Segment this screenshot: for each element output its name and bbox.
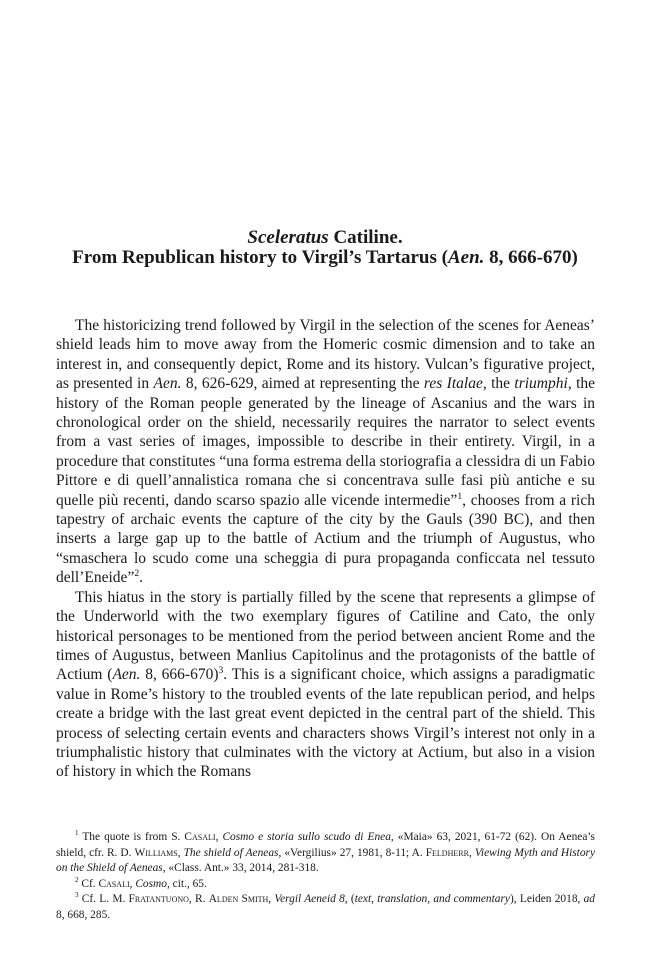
text-run: , xyxy=(129,877,136,890)
footnote-3 xyxy=(56,892,595,923)
work-title: text, translation, and commentary xyxy=(354,893,510,906)
text-run: , «Vergilius» 27, 1981, 8-11; A. xyxy=(278,846,426,859)
italic-run: ad xyxy=(583,893,595,906)
text-run: . xyxy=(139,569,143,587)
text-run: , ( xyxy=(344,893,355,906)
subtitle-part: 8, 666-670) xyxy=(484,247,578,268)
paragraph-2 xyxy=(56,588,595,782)
author-name: Casali xyxy=(184,831,216,843)
work-title: Viewing Myth and History on the Shield of Aeneas xyxy=(56,846,596,875)
text-run: , xyxy=(268,893,275,906)
text-run: , «Class. Ant.» 33, 2014, 281-318. xyxy=(162,862,319,875)
footnotes xyxy=(56,830,595,924)
text-run: , xyxy=(215,831,223,843)
text-run: , R. xyxy=(188,893,209,906)
text-run: Cf. L. M. xyxy=(78,893,129,906)
text-run: . This is a significant choice, which assigns a paradigmatic value in Rome’s history to the troubled events of the late republican period, and helps create a bridge with the last great event depicted in the central part of the shield. This process of selecting certain events and characters shows Virgil’s interest not only in a triumphalistic history that culminates with the victory at Actium, but also in a vision of history in which the Romans xyxy=(56,666,595,781)
footnote-ref[interactable]: 3 xyxy=(218,665,224,677)
title-rest: Catiline. xyxy=(328,227,403,248)
text-run: ), Leiden 2018, xyxy=(509,893,584,906)
body-text xyxy=(56,316,595,782)
footnote-number: 3 xyxy=(75,891,79,900)
author-name: Williams xyxy=(134,846,178,859)
text-run: 8, 626-629, aimed at representing the xyxy=(181,375,424,393)
italic-run: res Italae xyxy=(423,375,483,393)
footnote-2 xyxy=(56,877,595,893)
paragraph-1 xyxy=(56,316,595,588)
text-run: , cit., 65. xyxy=(166,877,207,890)
text-run: , «Maia» 63, 2021, 61-72 (62). On Aenea’s shield, cfr. R. D. xyxy=(56,831,595,859)
text-run: , xyxy=(468,846,475,859)
footnote-number: 2 xyxy=(75,875,79,884)
italic-run: Aen. xyxy=(112,666,141,684)
work-title: Vergil Aeneid 8 xyxy=(274,893,345,906)
subtitle-italic: Aen. xyxy=(447,247,485,268)
chapter-subtitle xyxy=(40,245,610,271)
work-title: Cosmo e storia sullo scudo di Enea xyxy=(222,831,391,843)
italic-run: Aen. xyxy=(153,375,182,393)
text-run: The quote is from S. xyxy=(78,831,185,843)
text-run: 8, 666-670) xyxy=(140,666,219,684)
footnote-1 xyxy=(56,830,595,877)
text-run: This hiatus in the story is partially filled by the scene that represents a glimpse of the Underworld with the two exemplary figures of Catiline and Cato, the only historical personages to be mentioned from the period between ancient Rome and the times of Augustus, between Manlius Capitolinus and the protagonists of the battle of Actium ( xyxy=(56,588,595,684)
author-name: Alden Smith xyxy=(208,893,269,906)
author-name: Fratantuono xyxy=(128,893,189,906)
text-run: 8, 668, 285. xyxy=(56,908,111,921)
italic-run: triumphi xyxy=(514,375,568,393)
footnote-ref[interactable]: 1 xyxy=(457,490,463,502)
author-name: Casali xyxy=(98,877,130,890)
text-run: , chooses from a rich tapestry of archaic events the capture of the city by the Gauls (390 BC), and then inserts a large gap up to the battle of Actium and the triumph of Augustus, who “smaschera lo scudo come una scheggia di pura propaganda conficcata nel tessuto dell’Eneide” xyxy=(56,491,595,587)
text-run: , the xyxy=(482,375,515,393)
title-italic: Sceleratus xyxy=(247,227,329,248)
text-run: Cf. xyxy=(78,877,99,890)
author-name: Feldherr xyxy=(425,846,469,859)
text-run: , xyxy=(177,846,184,859)
text-run: The historicizing trend followed by Virgil in the selection of the scenes for Aeneas’ shield leads him to move away from the Homeric cosmic dimension and to take an interest in, and consequently depict, Rome and its history. Vulcan’s figurative project, as presented in xyxy=(56,317,595,393)
work-title: Cosmo xyxy=(135,877,167,890)
footnote-number: 1 xyxy=(75,829,79,838)
subtitle-part: From Republican history to Virgil’s Tartarus ( xyxy=(72,247,448,268)
footnote-ref[interactable]: 2 xyxy=(134,568,140,580)
work-title: The shield of Aeneas xyxy=(183,846,279,859)
text-run: , the history of the Roman people generated by the lineage of Ascanius and the wars in chronological order on the shield, necessarily requires the narrator to select events from a vast series of images, impossible to describe in their entirety. Virgil, in a procedure that constitutes “una forma estrema della storiografia a clessidra di un Fabio Pittore e di quell’annalistica romana che si concentrava sulle fasi più antiche e su quelle più recenti, dando scarso spazio alle vicende intermedie” xyxy=(56,375,596,509)
